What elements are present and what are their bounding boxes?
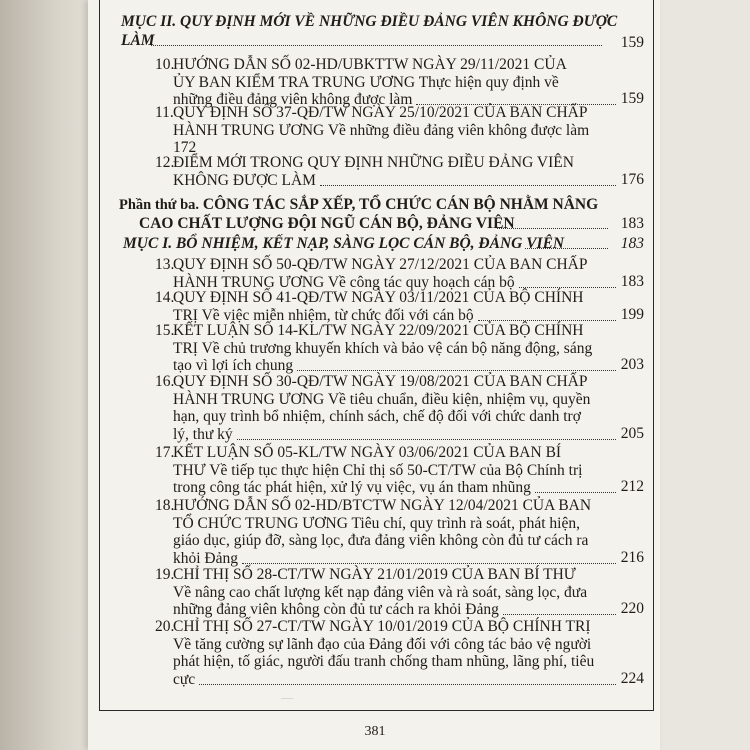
entry-title-cont: Về nâng cao chất lượng kết nạp đảng viên và rà soát, sàng lọc, đưa xyxy=(173,583,588,601)
entry-title: QUY ĐỊNH SỐ 37-QĐ/TW NGÀY 25/10/2021 CỦA BAN CHẤP xyxy=(173,104,588,121)
part-3-title: CÔNG TÁC SẮP XẾP, TỔ CHỨC CÁN BỘ NHẰM NÂNG xyxy=(202,196,599,213)
bleed-through-text: — xyxy=(281,690,293,704)
entry-number: 13. xyxy=(155,256,175,273)
part-3-page: 183 xyxy=(620,215,644,232)
entry-page: 212 xyxy=(620,478,644,495)
entry-title: KẾT LUẬN SỐ 05-KL/TW NGÀY 03/06/2021 CỦA BAN BÍ xyxy=(173,444,562,461)
leader-dots xyxy=(535,492,616,493)
entry-page: 183 xyxy=(620,272,644,290)
entry-page: 159 xyxy=(620,90,644,107)
page-number: 381 xyxy=(364,724,386,739)
entry-number: 12. xyxy=(155,154,175,171)
entry-page: 205 xyxy=(620,424,644,442)
entry-title-cont: KHÔNG ĐƯỢC LÀM xyxy=(173,171,316,189)
entry-title: CHỈ THỊ SỐ 27-CT/TW NGÀY 10/01/2019 CỦA BỘ CHÍNH TRỊ xyxy=(173,618,591,635)
part-3-lead: Phần thứ ba. xyxy=(119,197,200,213)
entry-page: 199 xyxy=(620,305,644,323)
entry-title-cont: tạo vì lợi ích chung xyxy=(173,357,294,374)
entry-number: 10. xyxy=(155,56,175,73)
entry-title-cont: HÀNH TRUNG ƯƠNG Về tiêu chuẩn, điều kiện, nhiệm vụ, quyền xyxy=(173,390,591,408)
section-2-heading: MỤC II. QUY ĐỊNH MỚI VỀ NHỮNG ĐIỀU ĐẢNG VIÊN KHÔNG ĐƯỢC xyxy=(121,13,618,30)
entry-number: 18. xyxy=(155,497,175,514)
section-2-heading-cont: LÀM xyxy=(121,32,155,49)
entry-title-cont: hạn, quy trình bổ nhiệm, chính sách, chế độ đối với chức danh trợ xyxy=(173,408,581,425)
entry-title-cont: THƯ Về tiếp tục thực hiện Chỉ thị số 50-CT/TW của Bộ Chính trị xyxy=(173,461,583,479)
entry-number: 14. xyxy=(155,289,175,306)
entry-title-cont: trong công tác phát hiện, xử lý vụ việc, vụ án tham nhũng xyxy=(173,479,531,496)
entry-number: 20. xyxy=(155,618,175,635)
entry-page: 224 xyxy=(620,669,644,687)
toc-content xyxy=(99,0,652,750)
entry-number: 15. xyxy=(155,322,175,339)
entry-title-cont: những điều đảng viên không được làm xyxy=(173,91,413,108)
entry-title-cont: TỔ CHỨC TRUNG ƯƠNG Tiêu chí, quy trình rà soát, phát hiện, xyxy=(173,514,580,532)
leader-dots xyxy=(237,439,616,440)
entry-title-cont: những đảng viên không còn đủ tư cách ra khỏi Đảng xyxy=(173,601,499,618)
entry-title-cont: ỦY BAN KIỂM TRA TRUNG ƯƠNG Thực hiện quy định về xyxy=(173,73,559,91)
leader-dots xyxy=(151,45,602,46)
entry-title-cont: HÀNH TRUNG ƯƠNG Về công tác quy hoạch cán bộ xyxy=(173,273,515,291)
entry-title-cont: giáo dục, giúp đỡ, sàng lọc, đưa đảng viên không còn đủ tư cách ra xyxy=(173,532,589,549)
entry-title: QUY ĐỊNH SỐ 50-QĐ/TW NGÀY 27/12/2021 CỦA BAN CHẤP xyxy=(173,256,588,273)
entry-title: CHỈ THỊ SỐ 28-CT/TW NGÀY 21/01/2019 CỦA BAN BÍ THƯ xyxy=(173,566,576,583)
entry-title-cont: phát hiện, tố giác, người đấu tranh chống tham nhũng, lãng phí, tiêu xyxy=(173,653,595,670)
entry-page: 220 xyxy=(620,600,644,617)
entry-title-cont: cực xyxy=(173,670,196,688)
leader-dots xyxy=(242,563,616,564)
leader-dots xyxy=(497,228,608,229)
leader-dots xyxy=(199,684,616,685)
entry-title-cont: TRỊ Về việc miễn nhiệm, từ chức đối với cán bộ xyxy=(173,306,474,324)
entry-title-cont: khỏi Đảng xyxy=(173,549,239,567)
section-1-page: 183 xyxy=(620,235,644,252)
leader-dots xyxy=(525,248,608,249)
entry-number: 16. xyxy=(155,373,175,390)
book-gutter-shadow xyxy=(0,0,92,750)
entry-title: QUY ĐỊNH SỐ 41-QĐ/TW NGÀY 03/11/2021 CỦA BỘ CHÍNH xyxy=(173,289,584,306)
entry-title-cont: HÀNH TRUNG ƯƠNG Về những điều đảng viên không được làm xyxy=(173,121,590,139)
entry-title-cont: 172 xyxy=(173,139,197,156)
part-3-heading xyxy=(119,196,598,214)
entry-title-cont: TRỊ Về chủ trương khuyến khích và bảo vệ cán bộ năng động, sáng xyxy=(173,339,593,357)
entry-number: 11. xyxy=(155,104,174,121)
entry-title: ĐIỂM MỚI TRONG QUY ĐỊNH NHỮNG ĐIỀU ĐẢNG VIÊN xyxy=(173,154,574,171)
leader-dots xyxy=(503,614,616,615)
entry-title: HƯỚNG DẪN SỐ 02-HD/UBKTTW NGÀY 29/11/2021 CỦA xyxy=(173,56,567,73)
leader-dots xyxy=(320,185,616,186)
entry-number: 17. xyxy=(155,444,175,461)
entry-title: QUY ĐỊNH SỐ 30-QĐ/TW NGÀY 19/08/2021 CỦA BAN CHẤP xyxy=(173,373,588,390)
section-1-heading: MỤC I. BỔ NHIỆM, KẾT NẠP, SÀNG LỌC CÁN BỘ, ĐẢNG VIÊN xyxy=(123,235,565,252)
entry-page: 203 xyxy=(620,356,644,373)
entry-page: 216 xyxy=(620,548,644,566)
part-3-heading-cont: CAO CHẤT LƯỢNG ĐỘI NGŨ CÁN BỘ, ĐẢNG VIÊN xyxy=(139,215,515,232)
entry-title: HƯỚNG DẪN SỐ 02-HD/BTCTW NGÀY 12/04/2021 CỦA BAN xyxy=(173,497,592,514)
entry-title-cont: lý, thư ký xyxy=(173,425,233,443)
section-2-page: 159 xyxy=(620,34,644,51)
leader-dots xyxy=(297,370,616,371)
entry-title-cont: Về tăng cường sự lãnh đạo của Đảng đối với công tác bảo vệ người xyxy=(173,635,592,653)
entry-page: 176 xyxy=(620,170,644,188)
entry-title: KẾT LUẬN SỐ 14-KL/TW NGÀY 22/09/2021 CỦA BỘ CHÍNH xyxy=(173,322,584,339)
entry-number: 19. xyxy=(155,566,175,583)
